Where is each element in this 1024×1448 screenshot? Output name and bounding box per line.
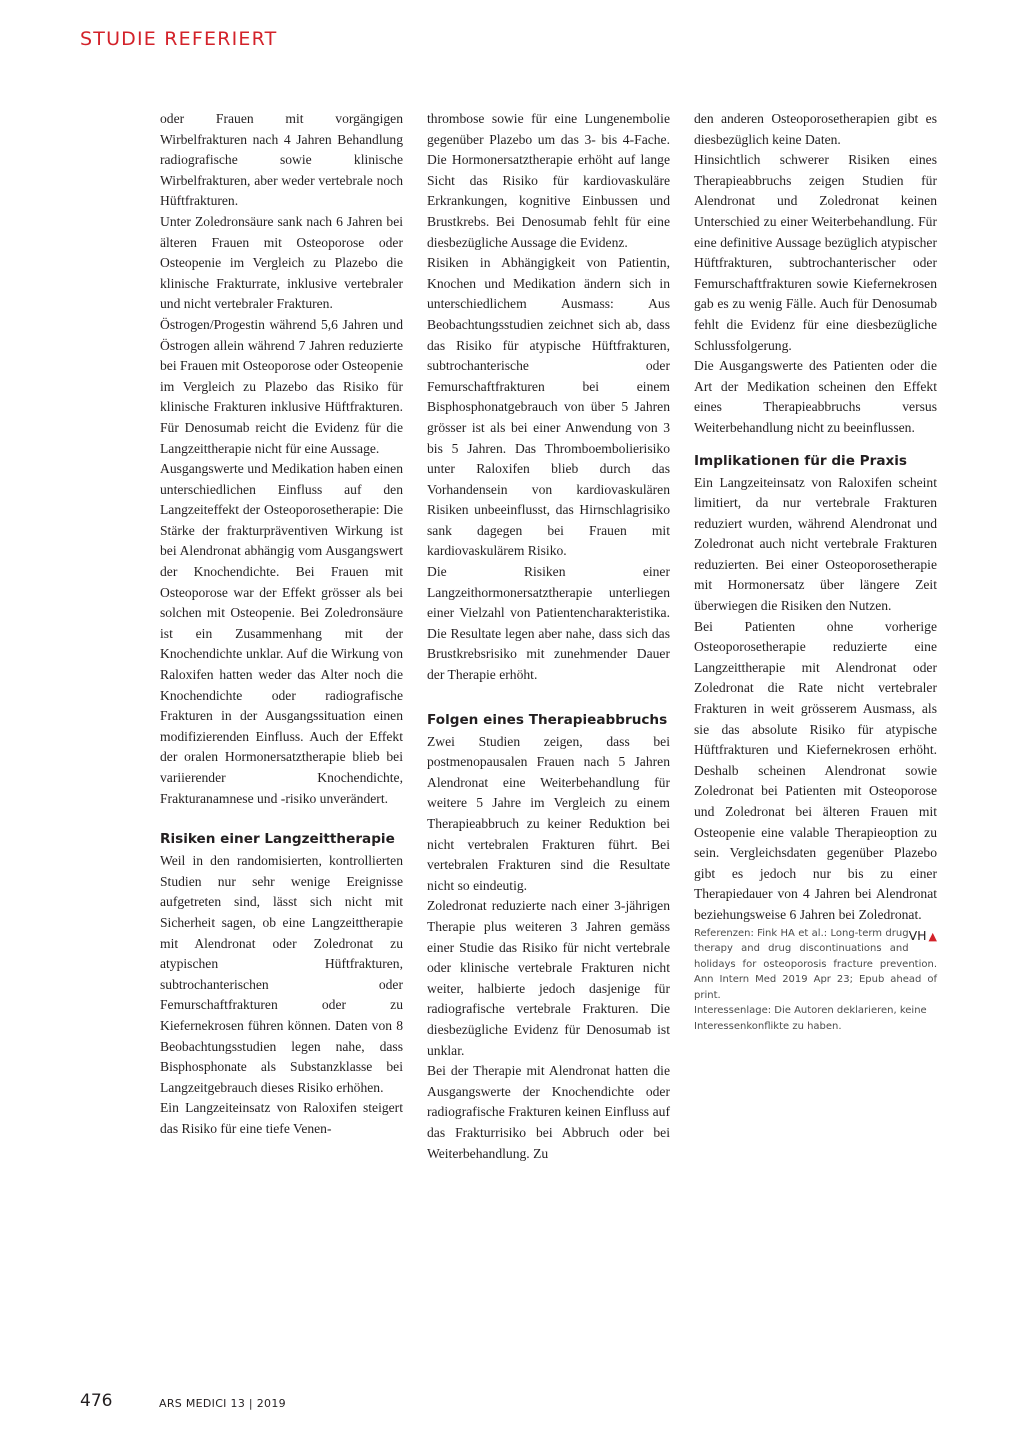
paragraph: Unter Zoledronsäure sank nach 6 Jahren bei älteren Frauen mit Osteoporose oder Osteopenie im Vergleich zu Plazebo die klinische Frakturrate, inklusive vertebraler und nicht vertebraler Frakturen.: [160, 213, 403, 312]
references: Referenzen: Fink HA et al.: Long-term drug therapy and drug discontinuations and holidays for osteoporosis fracture prevention. Ann Intern Med 2019 Apr 23; Epub ahead of print.: [694, 927, 937, 1001]
paragraph: Die Risiken einer Langzeithormonersatztherapie unterliegen einer Vielzahl von Patientencharakteristika. Die Resultate legen aber nahe, dass sich das Brustkrebsrisiko mit zunehmender Dauer der Therapie erhöht.: [427, 564, 670, 683]
author-signoff: [909, 926, 937, 948]
text-column-2: [427, 109, 670, 1164]
paragraph: Ausgangswerte und Medikation haben einen unterschiedlichen Einfluss auf den Langzeiteffekt der Osteoporosetherapie: Die Stärke der frakturpräventiven Wirkung ist bei Alendronat abhängig vom Ausgangswert der Knochendichte. Bei Frauen mit Osteoporose war der Effekt grösser als bei solchen mit Osteopenie. Bei Zoledronsäure ist ein Zusammenhang mit der Knochendichte unklar. Auf die Wirkung von Raloxifen hatten weder das Alter noch die Knochendichte oder radiografische Frakturen in der Ausgangssituation einen modifizierenden Einfluss. Auch der Effekt der oralen Hormonersatztherapie blieb bei variierender Knochendichte, Frakturanamnese und -risiko unverändert.: [160, 461, 403, 806]
journal-issue: ARS MEDICI 13 | 2019: [159, 1397, 286, 1410]
author-initials: VH: [908, 927, 927, 943]
paragraph: thrombose sowie für eine Lungenembolie gegenüber Plazebo um das 3- bis 4-Fache. Die Hormonersatztherapie erhöht auf lange Sicht das Risiko für kardiovaskuläre Erkrankungen, kognitive Einbussen und Brustkrebs. Bei Denosumab fehlt für eine diesbezügliche Aussage die Evidenz.: [427, 111, 670, 250]
paragraph-text: Bei Patienten ohne vorherige Osteoporosetherapie reduzierte eine Langzeittherapie mit Alendronat oder Zoledronat die Rate nicht vertebraler Frakturen in weit grösserem Ausmass, als sie das absolute Risiko für atypische Hüftfrakturen und Kiefernekrosen erhöht. Deshalb scheinen Alendronat sowie Zoledronat bei Patienten mit Osteoporose und Zoledronat bei älteren Frauen mit Osteopenie eine valable Therapieoption zu sein. Vergleichsdaten gegenüber Plazebo gibt es jedoch nur bis zu einer Therapiedauer von 4 Jahren bei Alendronat beziehungsweise 6 Jahren bei Zoledronat.: [694, 618, 937, 922]
paragraph: Bei der Therapie mit Alendronat hatten die Ausgangswerte der Knochendichte oder radiografische Frakturen keinen Einfluss auf das Frakturrisiko bei Abbruch oder bei Weiterbehandlung. Zu: [427, 1063, 670, 1161]
paragraph: Hinsichtlich schwerer Risiken eines Therapieabbruchs zeigen Studien für Alendronat und Zoledronat keinen Unterschied zu einer Weiterbehandlung. Für eine definitive Aussage bezüglich atypischer Hüftfrakturen, subtrochanterischer oder Femurschaftfrakturen sowie Kiefernekrosen gab es zu wenig Fälle. Auch für Denosumab fehlt die Evidenz für eine diesbezügliche Schlussfolgerung.: [694, 152, 937, 353]
paragraph: Ein Langzeiteinsatz von Raloxifen steigert das Risiko für eine tiefe Venen-: [160, 1100, 403, 1136]
section-label: STUDIE REFERIERT: [80, 28, 278, 50]
paragraph: Östrogen/Progestin während 5,6 Jahren und Östrogen allein während 7 Jahren reduzierte bei Frauen mit Osteoporose oder Osteopenie im Vergleich zu Plazebo das Risiko für klinische Frakturen inklusive Hüftfrakturen. Für Denosumab reicht die Evidenz für die Langzeittherapie nicht für eine Aussage.: [160, 316, 403, 456]
paragraph: Die Ausgangswerte des Patienten oder die Art der Medikation scheinen den Effekt eines Therapieabbruchs versus Weiterbehandlung nicht zu beeinflussen.: [694, 358, 937, 435]
section-heading: Risiken einer Langzeittherapie: [160, 831, 395, 848]
paragraph: [694, 617, 937, 943]
section-heading: Folgen eines Therapieabbruchs: [427, 711, 668, 728]
paragraph: Zwei Studien zeigen, dass bei postmenopausalen Frauen nach 5 Jahren Alendronat eine Weiterbehandlung für weitere 5 Jahre im Vergleich zu einem Therapieabbruch zu keiner Reduktion bei nicht vertebralen Frakturen führt. Bei vertebralen Frakturen sind die Resultate nicht so eindeutig.: [427, 733, 670, 893]
paragraph: Risiken in Abhängigkeit von Patientin, Knochen und Medikation ändern sich in unterschiedlichem Ausmass: Aus Beobachtungsstudien zeichnet sich ab, dass das Risiko für atypische Hüftfrakturen, subtrochanterische oder Femurschaftfrakturen bei einem Bisphosphonatgebrauch von über 5 Jahren grösser ist als bei einer Anwendung von 3 bis 5 Jahren. Das Thromboembolierisiko unter Raloxifen blieb durch das Vorhandensein von kardiovaskulären Risiken unbeeinflusst, das Hirnschlagrisiko sank dagegen bei Frauen mit kardiovaskulärem Risiko.: [427, 255, 670, 559]
paragraph: den anderen Osteoporosetherapien gibt es diesbezüglich keine Daten.: [694, 111, 937, 147]
conflict-of-interest: Interessenlage: Die Autoren deklarieren, keine Interessenkonflikte zu haben.: [694, 1005, 927, 1032]
page-number: 476: [80, 1391, 113, 1411]
paragraph: Ein Langzeiteinsatz von Raloxifen scheint limitiert, da nur vertebrale Frakturen reduziert wurden, während Alendronat und Zoledronat auch nicht vertebrale Frakturen reduzierten. Bei einer Osteoporosetherapie mit Hormonersatz über längere Zeit überwiegen die Risiken den Nutzen.: [694, 474, 937, 614]
paragraph: Weil in den randomisierten, kontrollierten Studien nur sehr wenige Ereignisse aufgetreten sind, lässt sich nicht mit Sicherheit sagen, ob eine Langzeittherapie mit Alendronat oder Zoledronat zu atypischen Hüftfrakturen, subtrochanterischen oder Femurschaftfrakturen oder zu Kiefernekrosen führen können. Daten von 8 Beobachtungsstudien legen nahe, dass Bisphosphonate als Substanzklasse bei Langzeitgebrauch dieses Risiko erhöhen.: [160, 853, 403, 1095]
text-column-1: [160, 109, 403, 1140]
text-column-3: [694, 109, 937, 1034]
paragraph: oder Frauen mit vorgängigen Wirbelfrakturen nach 4 Jahren Behandlung radiografische sowie klinische Wirbelfrakturen, aber weder vertebrale noch Hüftfrakturen.: [160, 111, 403, 209]
section-heading: Implikationen für die Praxis: [694, 452, 908, 469]
paragraph: Zoledronat reduzierte nach einer 3-jährigen Therapie plus weiteren 3 Jahren gemäss einer Studie das Risiko für nicht vertebrale oder klinische vertebrale Frakturen nicht weiter, halbierte jedoch dasjenige für radiografische vertebrale Frakturen. Die diesbezügliche Evidenz für Denosumab ist unklar.: [427, 898, 670, 1058]
triangle-end-icon: ▲: [928, 929, 937, 943]
